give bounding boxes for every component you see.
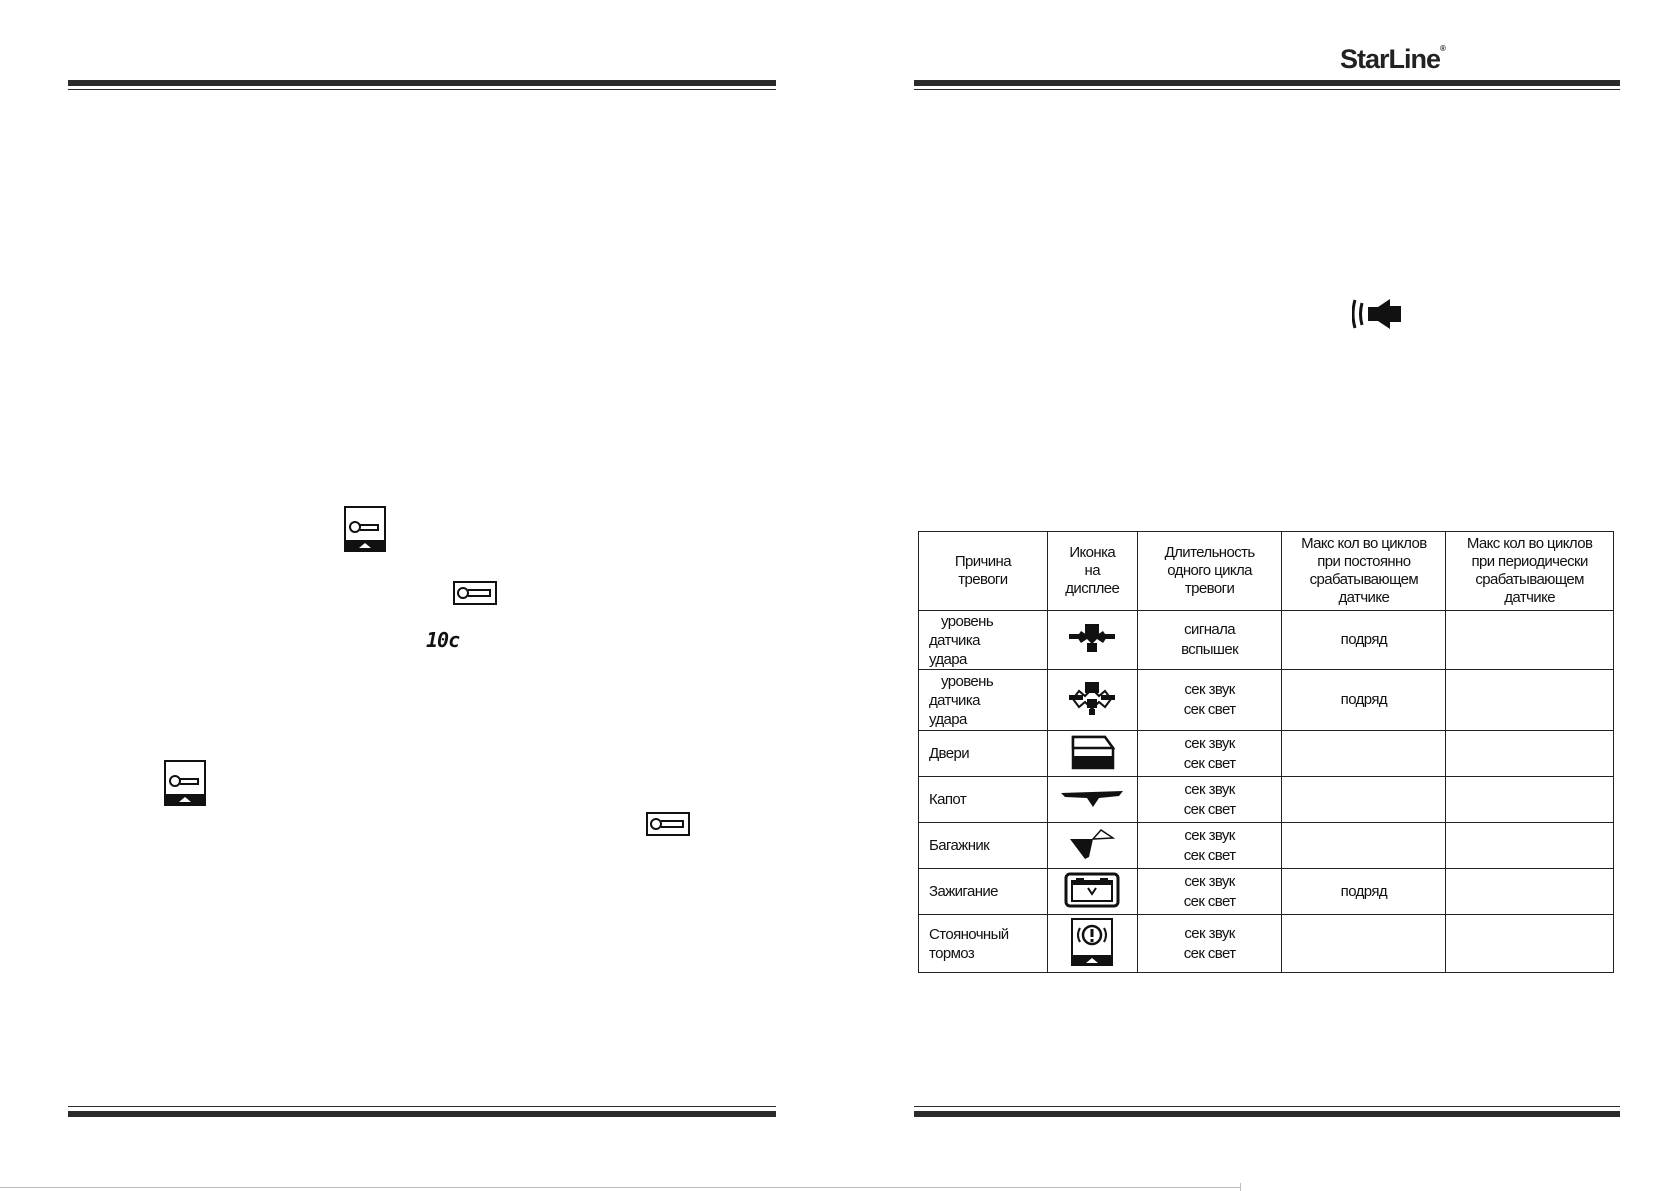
constant-cycles-cell: [1282, 915, 1446, 973]
logo-registered-mark: ®: [1440, 44, 1445, 53]
header-duration: Длительность одного цикла тревоги: [1137, 532, 1282, 611]
duration-cell: сек звук сек свет: [1137, 731, 1282, 777]
icon-cell: [1047, 869, 1137, 915]
icon-cell: [1047, 823, 1137, 869]
hood-icon: [1059, 796, 1125, 813]
key-with-arrow-icon: [344, 506, 386, 557]
header-cause: Причина тревоги: [919, 532, 1048, 611]
cause-cell: уровень датчика удара: [919, 611, 1048, 670]
periodic-cycles-cell: [1446, 611, 1614, 670]
icon-cell: [1047, 915, 1137, 973]
door-icon: [1069, 757, 1115, 774]
header-max-cycles-periodic: Макс кол во циклов при периодически срабатывающем датчике: [1446, 532, 1614, 611]
table-row: [919, 869, 1614, 915]
parking-brake-icon: [1071, 953, 1113, 970]
constant-cycles-cell: подряд: [1282, 670, 1446, 731]
periodic-cycles-cell: [1446, 670, 1614, 731]
shock-sensor-level2-icon: [1067, 704, 1117, 721]
header-icon: Иконка на дисплее: [1047, 532, 1137, 611]
key-with-arrow-icon: [164, 760, 206, 811]
left-page-footer-rule: [68, 1111, 776, 1117]
table-row: [919, 823, 1614, 869]
table-row: [919, 915, 1614, 973]
constant-cycles-cell: подряд: [1282, 869, 1446, 915]
cause-cell: Капот: [919, 777, 1048, 823]
table-row: [919, 670, 1614, 731]
left-page-footer-rule-thin: [68, 1106, 776, 1107]
icon-cell: [1047, 731, 1137, 777]
left-page-header-rule: [68, 80, 776, 86]
table-header-row: [919, 532, 1614, 611]
right-page-header-rule-thin: [914, 89, 1620, 90]
trunk-icon: [1067, 848, 1117, 865]
constant-cycles-cell: подряд: [1282, 611, 1446, 670]
ignition-battery-icon: [1064, 895, 1120, 912]
periodic-cycles-cell: [1446, 777, 1614, 823]
left-page-header-rule-thin: [68, 89, 776, 90]
constant-cycles-cell: [1282, 731, 1446, 777]
duration-cell: сигнала вспышек: [1137, 611, 1282, 670]
constant-cycles-cell: [1282, 823, 1446, 869]
scan-edge-tick: [1240, 1183, 1241, 1191]
right-page-footer-rule: [914, 1111, 1620, 1117]
right-page-header-rule: [914, 80, 1620, 86]
icon-cell: [1047, 611, 1137, 670]
cause-cell: уровень датчика удара: [919, 670, 1048, 731]
icon-cell: [1047, 777, 1137, 823]
periodic-cycles-cell: [1446, 823, 1614, 869]
header-max-cycles-constant: Макс кол во циклов при постоянно срабатывающем датчике: [1282, 532, 1446, 611]
logo-text: StarLine: [1340, 44, 1441, 74]
duration-cell: сек звук сек свет: [1137, 915, 1282, 973]
periodic-cycles-cell: [1446, 915, 1614, 973]
duration-cell: сек звук сек свет: [1137, 869, 1282, 915]
constant-cycles-cell: [1282, 777, 1446, 823]
key-icon: [453, 581, 497, 610]
scan-edge-line: [0, 1187, 1240, 1188]
periodic-cycles-cell: [1446, 731, 1614, 777]
table-row: [919, 731, 1614, 777]
alarm-causes-table: [918, 531, 1614, 973]
duration-cell: сек звук сек свет: [1137, 670, 1282, 731]
shock-sensor-level1-icon: [1067, 642, 1117, 659]
duration-cell: сек звук сек свет: [1137, 777, 1282, 823]
table-row: [919, 777, 1614, 823]
periodic-cycles-cell: [1446, 869, 1614, 915]
cause-cell: Багажник: [919, 823, 1048, 869]
starline-logo: [1340, 44, 1445, 75]
siren-icon: [1352, 296, 1402, 337]
cause-cell: Стояночный тормоз: [919, 915, 1048, 973]
right-page-footer-rule-thin: [914, 1106, 1620, 1107]
icon-cell: [1047, 670, 1137, 731]
cause-cell: Зажигание: [919, 869, 1048, 915]
cause-cell: Двери: [919, 731, 1048, 777]
timer-display-icon: 10c: [426, 628, 460, 652]
key-icon: [646, 812, 690, 841]
duration-cell: сек звук сек свет: [1137, 823, 1282, 869]
table-row: [919, 611, 1614, 670]
